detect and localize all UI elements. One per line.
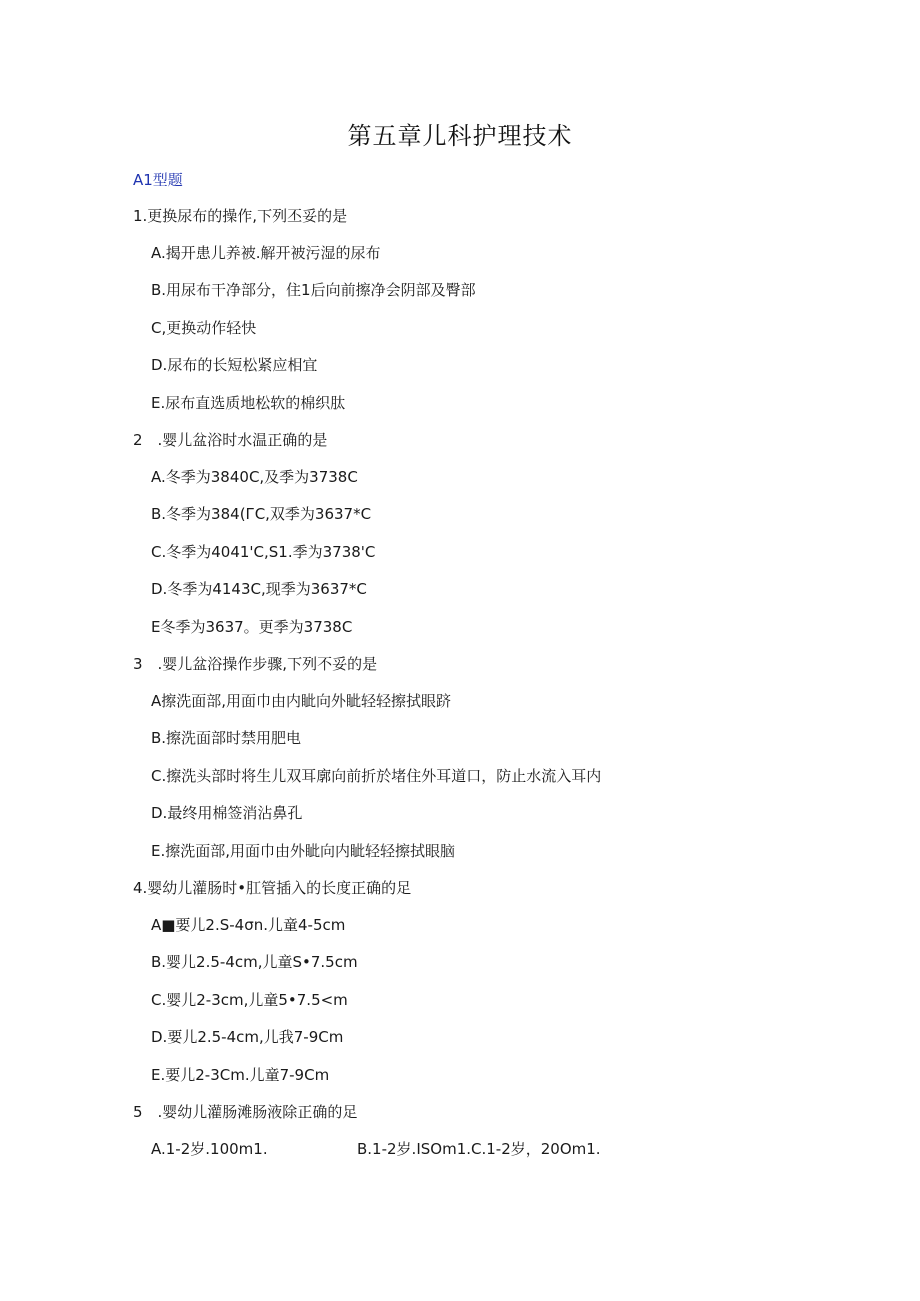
question-4-option-a: A■要儿2.S-4σn.儿童4-5cm bbox=[151, 916, 346, 934]
question-4-option-b: B.婴儿2.5-4cm,儿童S•7.5cm bbox=[151, 953, 358, 971]
question-2-stem: 2 .婴儿盆浴时水温正确的是 bbox=[133, 431, 328, 449]
question-2-option-e: E冬季为3637。更季为3738C bbox=[151, 618, 353, 636]
section-heading: A1型题 bbox=[133, 171, 183, 189]
question-4-option-c: C.婴儿2-3cm,儿童5•7.5<m bbox=[151, 991, 348, 1009]
question-5-option-bc: B.1-2岁.ISOm1.C.1-2岁，20Om1. bbox=[357, 1140, 601, 1158]
question-4-stem: 4.婴幼儿灌肠时•肛管插入的长度正确的足 bbox=[133, 879, 412, 897]
question-2-option-b: B.冬季为384(ГC,双季为3637*C bbox=[151, 505, 372, 523]
question-2-option-c: C.冬季为4041'C,S1.季为3738'C bbox=[151, 543, 376, 561]
question-3-option-e: E.擦洗面部,用面巾由外眦向内眦轻轻擦拭眼脑 bbox=[151, 842, 456, 860]
question-1-option-b: B.用尿布干净部分，住1后向前擦净会阴部及臀部 bbox=[151, 281, 476, 299]
question-1-option-c: C,更换动作轻快 bbox=[151, 319, 257, 337]
question-3-option-c: C.擦洗头部时将生儿双耳廓向前折於堵住外耳道口，防止水流入耳内 bbox=[151, 767, 602, 785]
question-2-option-d: D.冬季为4143C,现季为3637*C bbox=[151, 580, 367, 598]
question-4-option-d: D.要儿2.5-4cm,儿我7-9Cm bbox=[151, 1028, 344, 1046]
question-3-option-d: D.最终用棉签消沾鼻孔 bbox=[151, 804, 303, 822]
page-title: 第五章儿科护理技术 bbox=[347, 122, 573, 150]
question-3-option-b: B.擦洗面部时禁用肥电 bbox=[151, 729, 302, 747]
question-2-option-a: A.冬季为3840C,及季为3738C bbox=[151, 468, 358, 486]
question-4-option-e: E.要儿2-3Cm.儿童7-9Cm bbox=[151, 1066, 330, 1084]
question-1-option-e: E.尿布直选质地松软的棉织肽 bbox=[151, 394, 346, 412]
question-1-stem: 1.更换尿布的操作,下列丕妥的是 bbox=[133, 207, 348, 225]
question-5-stem: 5 .婴幼儿灌肠滩肠液除正确的足 bbox=[133, 1103, 358, 1121]
question-1-option-d: D.尿布的长短松紧应相宜 bbox=[151, 356, 318, 374]
question-3-option-a: A擦洗面部,用面巾由内眦向外眦轻轻擦拭眼跻 bbox=[151, 692, 452, 710]
question-5-option-a: A.1-2岁.100m1. bbox=[151, 1140, 268, 1158]
question-1-option-a: A.揭开患儿养被.解开被污湿的尿布 bbox=[151, 244, 381, 262]
question-3-stem: 3 .婴儿盆浴操作步骤,下列不妥的是 bbox=[133, 655, 378, 673]
